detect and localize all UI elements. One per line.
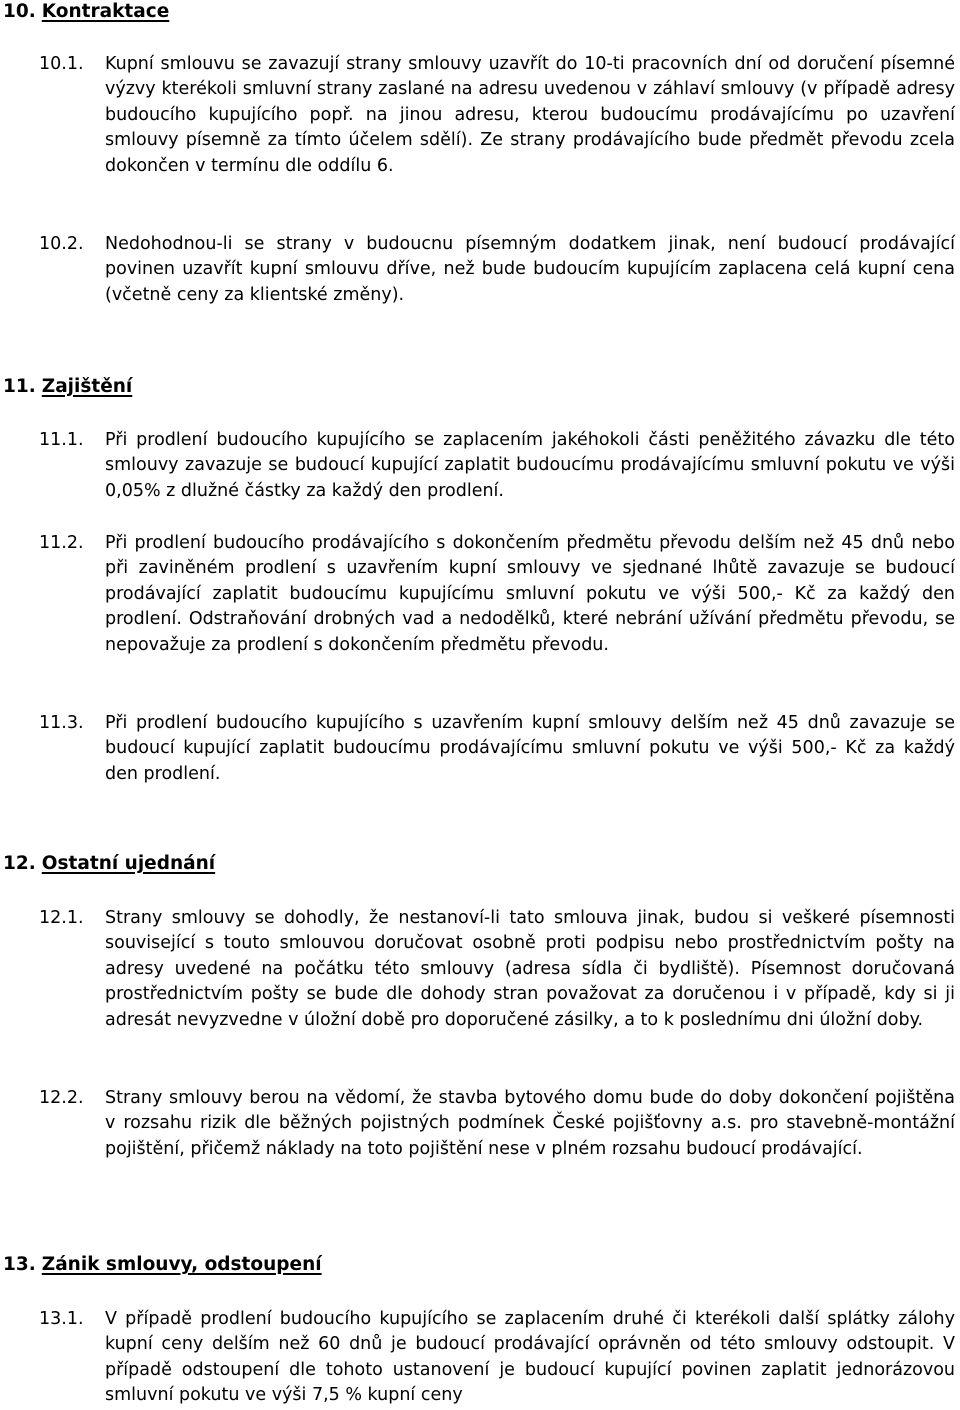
clause-text: Při prodlení budoucího prodávajícího s dokončením předmětu převodu delším než 45 dnů nebo při zaviněném prodlení s uzavřením kupní smlouvy ve sjednané lhůtě zavazuje se budoucí prodávající zaplatit budoucímu kupujícímu smluvní pokutu ve výši 500,- Kč za každý den prodlení. Odstraňování drobných vad a nedodělků, které nebrání užívání předmětu převodu, se nepovažuje za prodlení s dokončením předmětu převodu.	[105, 533, 955, 655]
clause-number: 11.3.	[39, 713, 84, 733]
clause-text: Kupní smlouvu se zavazují strany smlouvy uzavřít do 10-ti pracovních dní od doručení písemné výzvy kterékoli smluvní strany zaslané na adresu uvedenou v záhlaví smlouvy (v případě adresy budoucího kupujícího popř. na jinou adresu, kterou budoucímu prodávajícímu po uzavření smlouvy písemně za tímto účelem sdělí). Ze strany prodávajícího bude předmět převodu zcela dokončen v termínu dle oddílu 6.	[105, 54, 955, 176]
section-title: Ostatní ujednání	[41, 853, 216, 874]
clause-text: V případě prodlení budoucího kupujícího se zaplacením druhé či kterékoli další splátky zálohy kupní ceny delším než 60 dnů je budoucí prodávající oprávněn od této smlouvy odstoupit. V případě odstoupení dle tohoto ustanovení je budoucí kupující povinen zaplatit jednorázovou smluvní pokutu ve výši 7,5 % kupní ceny	[105, 1309, 955, 1406]
clause-number: 13.1.	[39, 1309, 84, 1329]
clause-text: Nedohodnou-li se strany v budoucnu písemným dodatkem jinak, není budoucí prodávající povinen uzavřít kupní smlouvu dříve, než bude budoucím kupujícím zaplacena celá kupní cena (včetně ceny za klientské změny).	[105, 234, 955, 305]
section-heading-10	[3, 0, 169, 24]
section-heading-13	[3, 1253, 322, 1277]
section-heading-12	[3, 852, 215, 876]
clause-text: Strany smlouvy berou na vědomí, že stavba bytového domu bude do doby dokončení pojištěna v rozsahu rizik dle běžných pojistných podmínek České pojišťovny a.s. pro stavebně-montážní pojištění, přičemž náklady na toto pojištění nese v plném rozsahu budoucí prodávající.	[105, 1088, 955, 1159]
section-title: Kontraktace	[41, 1, 170, 22]
clause-text: Při prodlení budoucího kupujícího se zaplacením jakéhokoli části peněžitého závazku dle této smlouvy zavazuje se budoucí kupující zaplatit budoucímu prodávajícímu smluvní pokutu ve výši 0,05% z dlužné částky za každý den prodlení.	[105, 430, 955, 501]
clause-text: Strany smlouvy se dohodly, že nestanoví-li tato smlouva jinak, budou si veškeré písemnosti související s touto smlouvou doručovat osobně proti podpisu nebo prostřednictvím pošty na adresy uvedené na počátku této smlouvy (adresa sídla či bydliště). Písemnost doručovaná prostřednictvím pošty se bude dle dohody stran považovat za doručenou i v případě, kdy si ji adresát nevyzvedne v úložní době pro doporučené zásilky, a to k poslednímu dni úložní doby.	[105, 908, 955, 1030]
section-number: 12.	[3, 853, 36, 874]
clause-number: 11.2.	[39, 533, 84, 553]
section-title: Zánik smlouvy, odstoupení	[41, 1254, 322, 1275]
section-number: 13.	[3, 1254, 36, 1275]
clause-number: 10.1.	[39, 54, 84, 74]
section-number: 10.	[3, 1, 36, 22]
clause-number: 12.2.	[39, 1088, 84, 1108]
clause-number: 12.1.	[39, 908, 84, 928]
section-number: 11.	[3, 376, 36, 397]
section-title: Zajištění	[41, 376, 133, 397]
section-heading-11	[3, 375, 132, 399]
clause-number: 10.2.	[39, 234, 84, 254]
clause-number: 11.1.	[39, 430, 84, 450]
clause-text: Při prodlení budoucího kupujícího s uzavřením kupní smlouvy delším než 45 dnů zavazuje se budoucí kupující zaplatit budoucímu prodávajícímu smluvní pokutu ve výši 500,- Kč za každý den prodlení.	[105, 713, 955, 784]
